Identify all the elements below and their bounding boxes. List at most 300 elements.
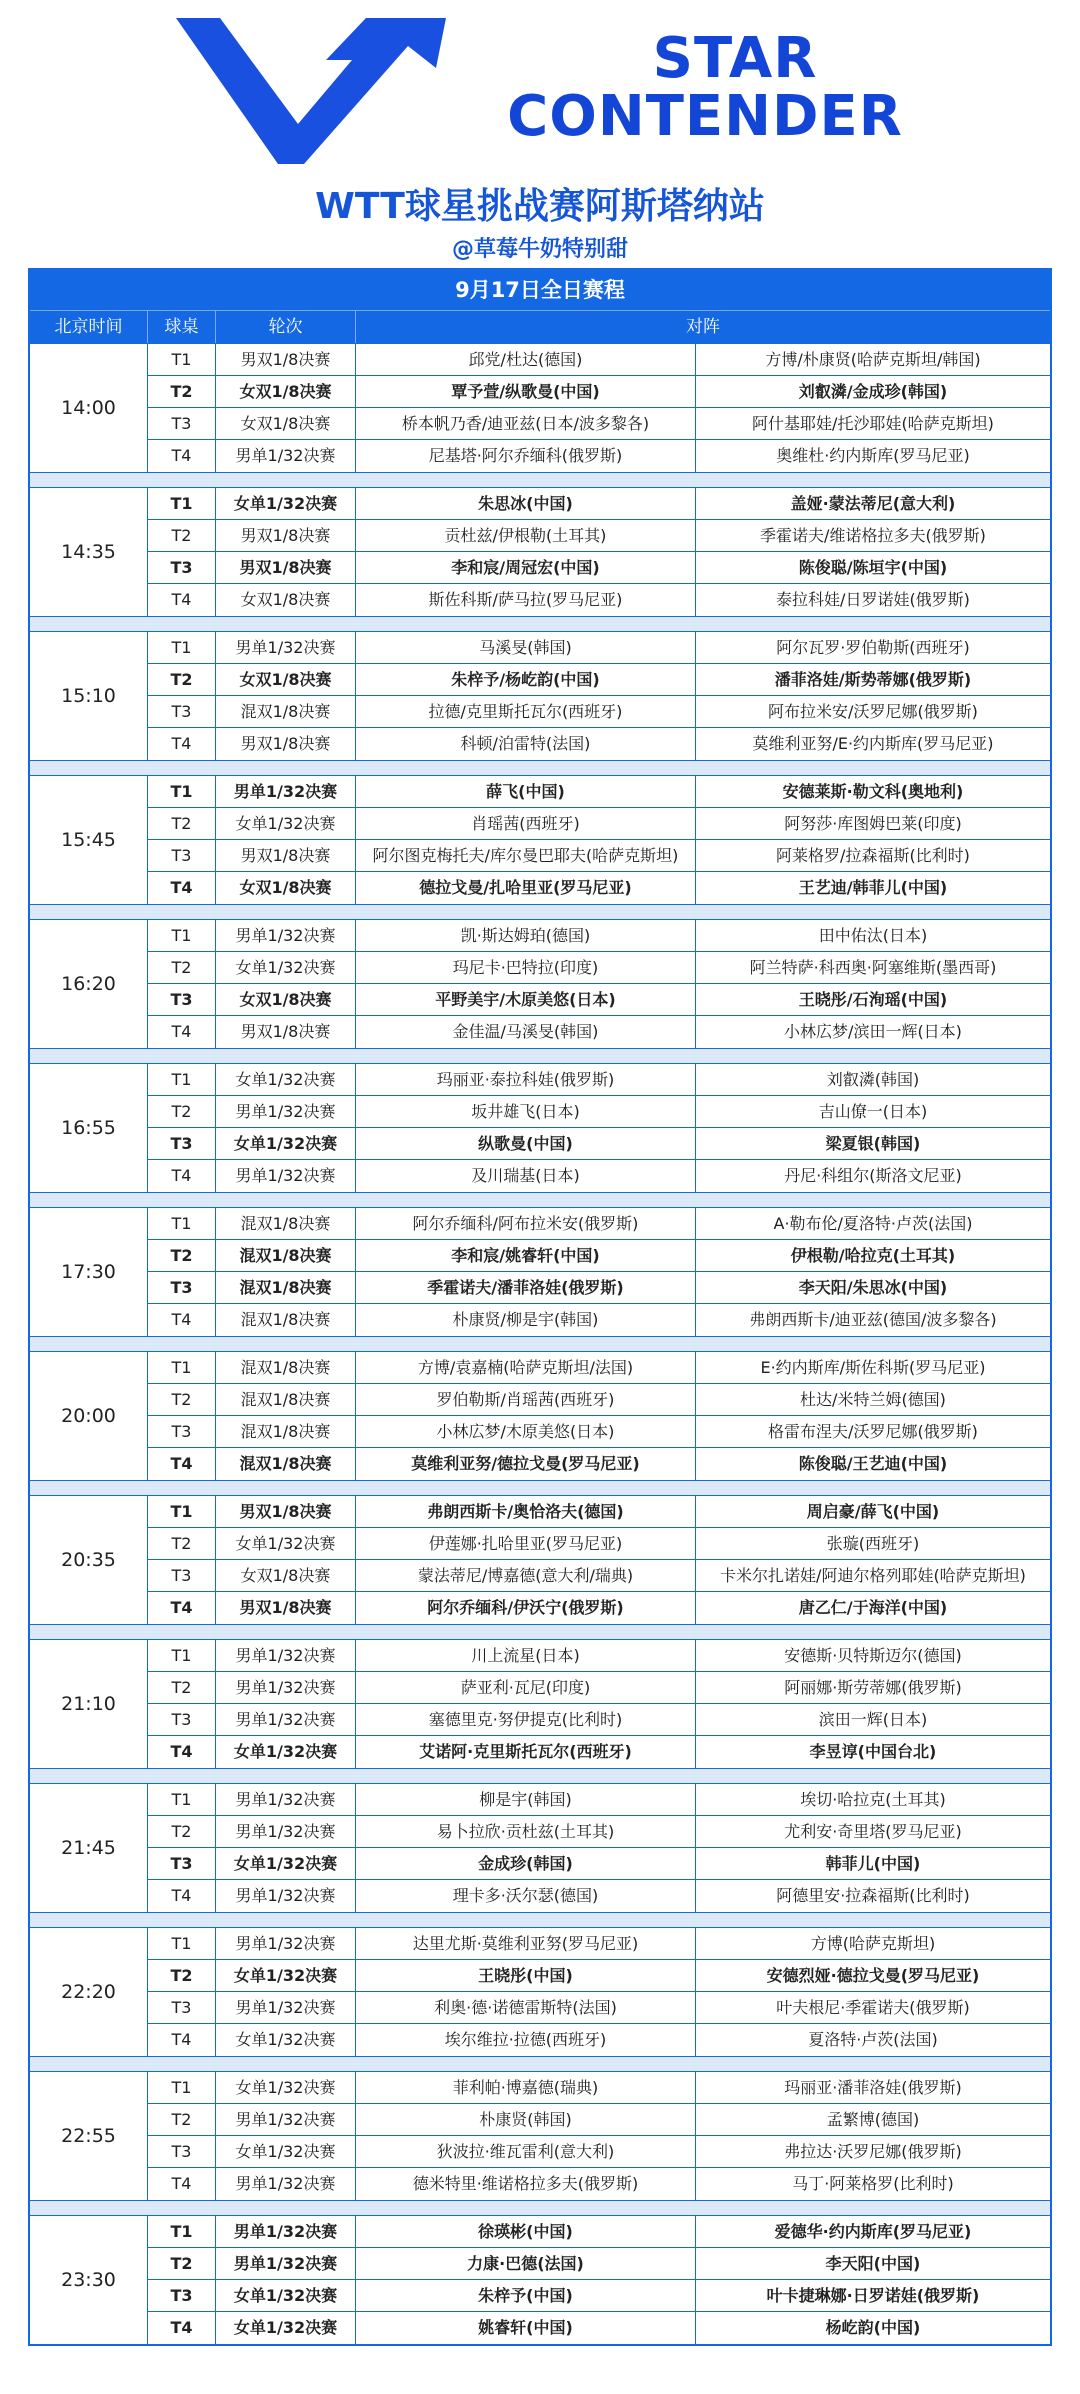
- match-row: [148, 2216, 1050, 2248]
- match-player-1: 贡杜兹/伊根勒(土耳其): [356, 520, 696, 551]
- match-row: [148, 808, 1050, 840]
- match-table: T4: [148, 1880, 216, 1912]
- match-table: T1: [148, 344, 216, 375]
- match-player-2: 阿努莎·库图姆巴莱(印度): [784, 814, 962, 833]
- match-round: 女单1/32决赛: [216, 2024, 356, 2056]
- match-rows: [148, 488, 1050, 616]
- match-round: 混双1/8决赛: [216, 1416, 356, 1447]
- match-round: 男双1/8决赛: [216, 520, 356, 551]
- match-player-2: 阿丽娜·斯劳蒂娜(俄罗斯): [784, 1678, 962, 1697]
- match-row: [148, 2136, 1050, 2168]
- match-player-1: 纵歌曼(中国): [356, 1128, 696, 1159]
- match-round: 男单1/32决赛: [216, 1928, 356, 1959]
- match-player-2: 杨屹韵(中国): [825, 2318, 921, 2337]
- match-player-2: 夏洛特·卢茨(法国): [808, 2030, 938, 2049]
- match-rows: [148, 1928, 1050, 2056]
- match-player-2: 格雷布涅夫/沃罗尼娜(俄罗斯): [768, 1422, 978, 1441]
- time-slot-group: [30, 1927, 1050, 2056]
- match-table: T3: [148, 1992, 216, 2023]
- match-player-1: 李和宸/周冠宏(中国): [356, 552, 696, 583]
- page-header: [0, 0, 1080, 290]
- match-round: 男单1/32决赛: [216, 2216, 356, 2247]
- match-player-1: 阿尔乔缅科/伊沃宁(俄罗斯): [356, 1592, 696, 1624]
- match-table: T2: [148, 1672, 216, 1703]
- match-player-1: 李和宸/姚睿轩(中国): [356, 1240, 696, 1271]
- match-round: 男单1/32决赛: [216, 776, 356, 807]
- match-table: T4: [148, 728, 216, 760]
- column-header-matchup: 对阵: [686, 317, 720, 337]
- match-player-1: 斯佐科斯/萨马拉(罗马尼亚): [356, 584, 696, 616]
- match-player-1: 川上流星(日本): [356, 1640, 696, 1671]
- match-table: T3: [148, 2280, 216, 2311]
- time-slot-group: [30, 1063, 1050, 1192]
- match-round: 混双1/8决赛: [216, 1272, 356, 1303]
- match-table: T1: [148, 776, 216, 807]
- match-round: 男单1/32决赛: [216, 920, 356, 951]
- match-player-2: 奥维杜·约内斯库(罗马尼亚): [776, 446, 970, 465]
- match-player-2: 韩菲儿(中国): [825, 1854, 921, 1873]
- match-round: 女单1/32决赛: [216, 1848, 356, 1879]
- match-round: 混双1/8决赛: [216, 1352, 356, 1383]
- match-player-2: 李天阳/朱思冰(中国): [798, 1278, 948, 1297]
- match-player-2: 埃切·哈拉克(土耳其): [800, 1790, 946, 1809]
- time-slot: 20:35: [30, 1496, 148, 1624]
- match-rows: [148, 1352, 1050, 1480]
- page-title: WTT球星挑战赛阿斯塔纳站: [315, 186, 765, 227]
- time-slot: 22:20: [30, 1928, 148, 2056]
- match-table: T3: [148, 1272, 216, 1303]
- match-rows: [148, 1784, 1050, 1912]
- match-round: 男双1/8决赛: [216, 728, 356, 760]
- match-player-1: 罗伯勒斯/肖瑶茜(西班牙): [356, 1384, 696, 1415]
- time-slot: 16:20: [30, 920, 148, 1048]
- time-slot-group: [30, 775, 1050, 904]
- match-player-1: 朱梓予(中国): [356, 2280, 696, 2311]
- match-row: [148, 1784, 1050, 1816]
- match-player-2: 丹尼·科组尔(斯洛文尼亚): [784, 1166, 962, 1185]
- match-player-1: 薛飞(中国): [356, 776, 696, 807]
- match-round: 男单1/32决赛: [216, 1640, 356, 1671]
- match-table: T4: [148, 1448, 216, 1480]
- match-player-2: 唐乙仁/于海洋(中国): [798, 1598, 948, 1617]
- group-divider: [30, 1192, 1050, 1207]
- match-row: [148, 2072, 1050, 2104]
- match-player-1: 方博/袁嘉楠(哈萨克斯坦/法国): [356, 1352, 696, 1383]
- match-table: T2: [148, 376, 216, 407]
- match-table: T2: [148, 1816, 216, 1847]
- match-row: [148, 1304, 1050, 1336]
- match-player-2: 玛丽亚·潘菲洛娃(俄罗斯): [784, 2078, 962, 2097]
- match-player-2: 周启豪/薛飞(中国): [806, 1502, 940, 1521]
- match-row: [148, 1592, 1050, 1624]
- match-round: 女单1/32决赛: [216, 1528, 356, 1559]
- match-table: T4: [148, 1016, 216, 1048]
- match-row: [148, 1848, 1050, 1880]
- time-slot: 15:10: [30, 632, 148, 760]
- match-row: [148, 408, 1050, 440]
- match-table: T2: [148, 1096, 216, 1127]
- group-divider: [30, 1768, 1050, 1783]
- match-player-2: 尤利安·奇里塔(罗马尼亚): [784, 1822, 962, 1841]
- match-player-1: 阿尔图克梅托夫/库尔曼巴耶夫(哈萨克斯坦): [356, 840, 696, 871]
- match-player-1: 拉德/克里斯托瓦尔(西班牙): [356, 696, 696, 727]
- match-rows: [148, 1496, 1050, 1624]
- group-divider: [30, 2056, 1050, 2071]
- match-player-2: 安德烈娅·德拉戈曼(罗马尼亚): [766, 1966, 980, 1985]
- time-slot-group: [30, 487, 1050, 616]
- match-round: 男双1/8决赛: [216, 1016, 356, 1048]
- match-round: 男单1/32决赛: [216, 1096, 356, 1127]
- match-row: [148, 1416, 1050, 1448]
- group-divider: [30, 1480, 1050, 1495]
- match-round: 女单1/32决赛: [216, 2072, 356, 2103]
- match-round: 女双1/8决赛: [216, 1560, 356, 1591]
- match-row: [148, 984, 1050, 1016]
- match-player-2: 吉山僚一(日本): [818, 1102, 928, 1121]
- time-slot: 14:00: [30, 344, 148, 472]
- match-row: [148, 632, 1050, 664]
- match-round: 女单1/32决赛: [216, 2280, 356, 2311]
- match-row: [148, 584, 1050, 616]
- match-player-2: 阿兰特萨·科西奥·阿塞维斯(墨西哥): [749, 958, 997, 977]
- match-player-2: 王艺迪/韩菲儿(中国): [798, 878, 948, 897]
- match-table: T1: [148, 1064, 216, 1095]
- match-row: [148, 1496, 1050, 1528]
- time-slot: 14:35: [30, 488, 148, 616]
- column-header-time: 北京时间: [30, 311, 148, 343]
- match-round: 男单1/32决赛: [216, 632, 356, 663]
- match-row: [148, 728, 1050, 760]
- match-player-1: 蒙法蒂尼/博嘉德(意大利/瑞典): [356, 1560, 696, 1591]
- match-player-1: 徐瑛彬(中国): [356, 2216, 696, 2247]
- match-row: [148, 1816, 1050, 1848]
- match-table: T2: [148, 1528, 216, 1559]
- time-slot-group: [30, 343, 1050, 472]
- match-row: [148, 2024, 1050, 2056]
- match-player-1: 利奥·德·诺德雷斯特(法国): [356, 1992, 696, 2023]
- match-row: [148, 1352, 1050, 1384]
- match-row: [148, 1016, 1050, 1048]
- match-player-2: 阿布拉米安/沃罗尼娜(俄罗斯): [768, 702, 978, 721]
- match-player-1: 莫维利亚努/德拉戈曼(罗马尼亚): [356, 1448, 696, 1480]
- match-player-2: 安德斯·贝特斯迈尔(德国): [784, 1646, 962, 1665]
- match-round: 混双1/8决赛: [216, 1448, 356, 1480]
- match-player-2: 阿莱格罗/拉森福斯(比利时): [776, 846, 970, 865]
- match-round: 男双1/8决赛: [216, 840, 356, 871]
- time-slot: 21:10: [30, 1640, 148, 1768]
- match-round: 女双1/8决赛: [216, 376, 356, 407]
- match-row: [148, 1096, 1050, 1128]
- match-player-2: 马丁·阿莱格罗(比利时): [792, 2174, 954, 2193]
- match-round: 男双1/8决赛: [216, 1496, 356, 1527]
- match-round: 女双1/8决赛: [216, 984, 356, 1015]
- match-round: 男单1/32决赛: [216, 1704, 356, 1735]
- match-row: [148, 552, 1050, 584]
- wtt-logo-icon: [176, 16, 446, 164]
- match-row: [148, 1528, 1050, 1560]
- match-player-1: 阿尔乔缅科/阿布拉米安(俄罗斯): [356, 1208, 696, 1239]
- match-round: 混双1/8决赛: [216, 1208, 356, 1239]
- match-table: T1: [148, 1208, 216, 1239]
- time-slot: 15:45: [30, 776, 148, 904]
- time-slot-group: [30, 919, 1050, 1048]
- match-player-2: 刘叡潾(韩国): [826, 1070, 920, 1089]
- match-row: [148, 1064, 1050, 1096]
- match-player-2: 阿德里安·拉森福斯(比利时): [776, 1886, 970, 1905]
- group-divider: [30, 616, 1050, 631]
- match-player-1: 马溪旻(韩国): [356, 632, 696, 663]
- match-table: T3: [148, 1128, 216, 1159]
- match-player-1: 科顿/泊雷特(法国): [356, 728, 696, 760]
- match-table: T2: [148, 2248, 216, 2279]
- time-slot: 23:30: [30, 2216, 148, 2344]
- match-table: T4: [148, 1736, 216, 1768]
- match-player-2: 卡米尔扎诺娃/阿迪尔格列耶娃(哈萨克斯坦): [720, 1566, 1026, 1585]
- match-player-2: 潘菲洛娃/斯势蒂娜(俄罗斯): [774, 670, 972, 689]
- time-slot-group: [30, 1351, 1050, 1480]
- group-divider: [30, 1912, 1050, 1927]
- match-player-1: 邱党/杜达(德国): [356, 344, 696, 375]
- match-player-2: 泰拉科娃/日罗诺娃(俄罗斯): [776, 590, 970, 609]
- match-row: [148, 1448, 1050, 1480]
- group-divider: [30, 904, 1050, 919]
- match-row: [148, 1272, 1050, 1304]
- schedule-date-banner: 9月17日全日赛程: [30, 270, 1050, 310]
- match-table: T3: [148, 696, 216, 727]
- group-divider: [30, 2200, 1050, 2215]
- match-player-2: 方博/朴康贤(哈萨克斯坦/韩国): [765, 350, 981, 369]
- match-row: [148, 440, 1050, 472]
- brand-line-2: CONTENDER: [507, 84, 903, 149]
- match-table: T2: [148, 520, 216, 551]
- match-player-1: 菲利帕·博嘉德(瑞典): [356, 2072, 696, 2103]
- match-table: T1: [148, 1352, 216, 1383]
- match-player-2: 爱德华·约内斯库(罗马尼亚): [774, 2222, 972, 2241]
- match-table: T3: [148, 1416, 216, 1447]
- match-row: [148, 872, 1050, 904]
- match-player-2: 陈俊聪/陈垣宇(中国): [798, 558, 948, 577]
- match-player-2: E·约内斯库/斯佐科斯(罗马尼亚): [760, 1358, 986, 1377]
- match-player-2: 陈俊聪/王艺迪(中国): [798, 1454, 948, 1473]
- group-divider: [30, 1336, 1050, 1351]
- time-slot-group: [30, 1783, 1050, 1912]
- match-player-2: 安德莱斯·勒文科(奥地利): [782, 782, 964, 801]
- match-table: T4: [148, 1160, 216, 1192]
- match-row: [148, 776, 1050, 808]
- match-player-1: 萨亚利·瓦尼(印度): [356, 1672, 696, 1703]
- time-slot: 20:00: [30, 1352, 148, 1480]
- match-player-1: 凯·斯达姆珀(德国): [356, 920, 696, 951]
- match-player-1: 塞德里克·努伊提克(比利时): [356, 1704, 696, 1735]
- match-row: [148, 664, 1050, 696]
- match-row: [148, 2168, 1050, 2200]
- match-table: T3: [148, 408, 216, 439]
- match-row: [148, 1128, 1050, 1160]
- match-player-2: 莫维利亚努/E·约内斯库(罗马尼亚): [752, 734, 994, 753]
- match-player-2: 小林広梦/滨田一辉(日本): [784, 1022, 962, 1041]
- match-player-1: 理卡多·沃尔瑟(德国): [356, 1880, 696, 1912]
- schedule-table: [28, 268, 1052, 2346]
- match-player-1: 朱梓予/杨屹韵(中国): [356, 664, 696, 695]
- match-round: 男单1/32决赛: [216, 1160, 356, 1192]
- match-table: T3: [148, 552, 216, 583]
- match-row: [148, 696, 1050, 728]
- match-player-2: 季霍诺夫/维诺格拉多夫(俄罗斯): [760, 526, 986, 545]
- match-player-1: 小林広梦/木原美悠(日本): [356, 1416, 696, 1447]
- match-table: T1: [148, 2216, 216, 2247]
- match-player-1: 狄波拉·维瓦雷利(意大利): [356, 2136, 696, 2167]
- match-round: 男单1/32决赛: [216, 2168, 356, 2200]
- match-round: 男双1/8决赛: [216, 1592, 356, 1624]
- match-player-1: 姚睿轩(中国): [356, 2312, 696, 2344]
- match-table: T3: [148, 2136, 216, 2167]
- match-row: [148, 1704, 1050, 1736]
- match-rows: [148, 2072, 1050, 2200]
- group-divider: [30, 472, 1050, 487]
- match-round: 男单1/32决赛: [216, 2248, 356, 2279]
- match-row: [148, 1992, 1050, 2024]
- match-round: 男单1/32决赛: [216, 1672, 356, 1703]
- match-round: 女单1/32决赛: [216, 1960, 356, 1991]
- match-table: T2: [148, 2104, 216, 2135]
- match-player-2: 阿尔瓦罗·罗伯勒斯(西班牙): [776, 638, 970, 657]
- match-player-1: 坂井雄飞(日本): [356, 1096, 696, 1127]
- match-rows: [148, 1208, 1050, 1336]
- match-round: 混双1/8决赛: [216, 696, 356, 727]
- match-table: T3: [148, 984, 216, 1015]
- match-player-1: 力康·巴德(法国): [356, 2248, 696, 2279]
- match-round: 男双1/8决赛: [216, 344, 356, 375]
- match-player-2: 王晓彤/石洵瑶(中国): [798, 990, 948, 1009]
- match-player-1: 桥本帆乃香/迪亚兹(日本/波多黎各): [356, 408, 696, 439]
- brand-wordmark: [500, 26, 910, 149]
- match-player-1: 埃尔维拉·拉德(西班牙): [356, 2024, 696, 2056]
- match-row: [148, 2312, 1050, 2344]
- match-player-2: 刘叡潾/金成珍(韩国): [798, 382, 948, 401]
- match-player-2: 杜达/米特兰姆(德国): [800, 1390, 946, 1409]
- match-player-1: 易卜拉欣·贡杜兹(土耳其): [356, 1816, 696, 1847]
- time-slot-group: [30, 1207, 1050, 1336]
- match-round: 女双1/8决赛: [216, 664, 356, 695]
- match-player-2: 滨田一辉(日本): [818, 1710, 928, 1729]
- match-player-2: 阿什基耶娃/托沙耶娃(哈萨克斯坦): [752, 414, 994, 433]
- match-player-1: 达里尤斯·莫维利亚努(罗马尼亚): [356, 1928, 696, 1959]
- brand-line-1: STAR: [652, 26, 818, 91]
- match-round: 男单1/32决赛: [216, 2104, 356, 2135]
- match-round: 男单1/32决赛: [216, 440, 356, 472]
- time-slot-group: [30, 2215, 1050, 2344]
- time-slot: 21:45: [30, 1784, 148, 1912]
- match-round: 女单1/32决赛: [216, 1736, 356, 1768]
- time-slot: 22:55: [30, 2072, 148, 2200]
- match-table: T4: [148, 440, 216, 472]
- match-row: [148, 952, 1050, 984]
- match-player-2: A·勒布伦/夏洛特·卢茨(法国): [773, 1214, 973, 1233]
- match-player-1: 德米特里·维诺格拉多夫(俄罗斯): [356, 2168, 696, 2200]
- match-round: 女单1/32决赛: [216, 488, 356, 519]
- match-table: T3: [148, 1560, 216, 1591]
- match-rows: [148, 776, 1050, 904]
- match-player-1: 季霍诺夫/潘菲洛娃(俄罗斯): [356, 1272, 696, 1303]
- author-credit: @草莓牛奶特别甜: [451, 237, 628, 262]
- time-slot-group: [30, 1495, 1050, 1624]
- match-table: T1: [148, 1784, 216, 1815]
- match-player-1: 金成珍(韩国): [356, 1848, 696, 1879]
- column-header-row: [30, 310, 1050, 343]
- time-slot: 16:55: [30, 1064, 148, 1192]
- match-row: [148, 520, 1050, 552]
- match-rows: [148, 632, 1050, 760]
- match-round: 男单1/32决赛: [216, 1992, 356, 2023]
- match-round: 女单1/32决赛: [216, 2136, 356, 2167]
- match-row: [148, 1240, 1050, 1272]
- match-round: 混双1/8决赛: [216, 1304, 356, 1336]
- match-table: T4: [148, 584, 216, 616]
- match-row: [148, 1160, 1050, 1192]
- match-table: T4: [148, 2024, 216, 2056]
- match-table: T2: [148, 664, 216, 695]
- match-table: T4: [148, 1304, 216, 1336]
- match-player-1: 伊莲娜·扎哈里亚(罗马尼亚): [356, 1528, 696, 1559]
- match-player-1: 玛丽亚·泰拉科娃(俄罗斯): [356, 1064, 696, 1095]
- match-round: 男单1/32决赛: [216, 1816, 356, 1847]
- match-table: T2: [148, 1384, 216, 1415]
- match-round: 女双1/8决赛: [216, 408, 356, 439]
- match-player-2: 李昱谆(中国台北): [809, 1742, 937, 1761]
- match-player-2: 盖娅·蒙法蒂尼(意大利): [790, 494, 956, 513]
- match-table: T3: [148, 840, 216, 871]
- match-row: [148, 1208, 1050, 1240]
- group-divider: [30, 1624, 1050, 1639]
- match-player-2: 孟繁博(德国): [826, 2110, 920, 2129]
- match-player-2: 李天阳(中国): [825, 2254, 921, 2273]
- match-table: T4: [148, 1592, 216, 1624]
- match-row: [148, 920, 1050, 952]
- match-player-1: 弗朗西斯卡/奥恰洛夫(德国): [356, 1496, 696, 1527]
- match-round: 女双1/8决赛: [216, 872, 356, 904]
- match-table: T3: [148, 1848, 216, 1879]
- match-player-1: 尼基塔·阿尔乔缅科(俄罗斯): [356, 440, 696, 472]
- match-round: 女双1/8决赛: [216, 584, 356, 616]
- match-table: T1: [148, 632, 216, 663]
- match-row: [148, 376, 1050, 408]
- match-rows: [148, 1064, 1050, 1192]
- time-slot-group: [30, 1639, 1050, 1768]
- match-round: 混双1/8决赛: [216, 1240, 356, 1271]
- match-player-1: 柳是宇(韩国): [356, 1784, 696, 1815]
- match-table: T2: [148, 952, 216, 983]
- group-divider: [30, 760, 1050, 775]
- time-slot: 17:30: [30, 1208, 148, 1336]
- match-player-1: 平野美宇/木原美悠(日本): [356, 984, 696, 1015]
- match-player-1: 朱思冰(中国): [356, 488, 696, 519]
- column-header-round: 轮次: [216, 311, 356, 343]
- match-row: [148, 344, 1050, 376]
- match-round: 男双1/8决赛: [216, 552, 356, 583]
- match-table: T1: [148, 1928, 216, 1959]
- match-round: 男单1/32决赛: [216, 1784, 356, 1815]
- match-row: [148, 2104, 1050, 2136]
- match-table: T3: [148, 1704, 216, 1735]
- match-table: T4: [148, 2168, 216, 2200]
- match-row: [148, 840, 1050, 872]
- match-round: 男单1/32决赛: [216, 1880, 356, 1912]
- match-player-1: 朴康贤(韩国): [356, 2104, 696, 2135]
- match-table: T2: [148, 808, 216, 839]
- match-player-2: 伊根勒/哈拉克(土耳其): [790, 1246, 956, 1265]
- match-row: [148, 1672, 1050, 1704]
- time-slot-group: [30, 2071, 1050, 2200]
